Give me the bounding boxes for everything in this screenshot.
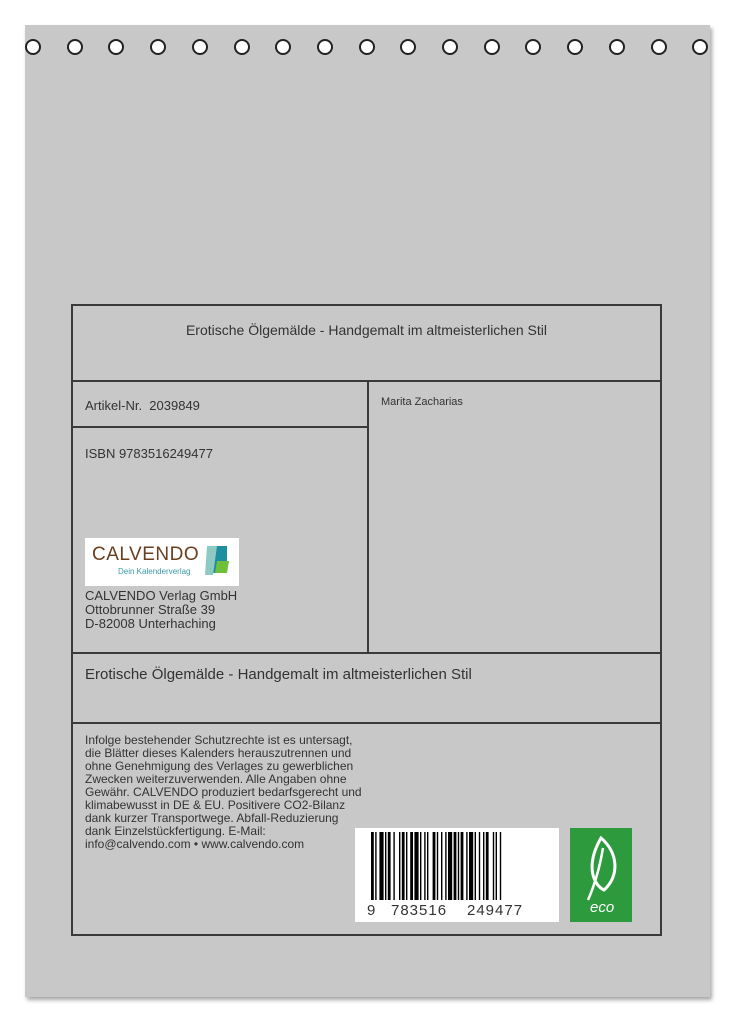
address-line: CALVENDO Verlag GmbH bbox=[85, 588, 238, 603]
barcode-bar bbox=[448, 832, 452, 900]
barcode-bar bbox=[385, 832, 386, 900]
barcode-bar bbox=[393, 832, 394, 900]
address-line: Ottobrunner Straße 39 bbox=[85, 602, 216, 617]
author-box bbox=[367, 380, 662, 654]
barcode-bar bbox=[469, 832, 473, 900]
barcode-bar bbox=[441, 832, 442, 900]
barcode-bar bbox=[420, 832, 421, 900]
eco-badge bbox=[570, 828, 632, 922]
legal-text: Infolge bestehender Schutzrechte ist es untersagt, die Blätter dieses Kalenders herauszutrennen und ohne Genehmigung des Verlages zu gewerblichen Zwecken weiterzuverwenden. Alle Angaben ohne Gewähr. CALVENDO produziert bedarfsgerecht und klimabewusst in DE & EU. Positivere CO2-Bilanz dank kurzer Transportwege. Abfall-Reduzierung dank Einzelstückfertigung. E-Mail: info@calvendo.com • www.calvendo.com bbox=[85, 733, 362, 851]
subtitle-box bbox=[71, 652, 662, 724]
binding-hole bbox=[525, 39, 541, 55]
barcode-bar bbox=[375, 832, 376, 900]
barcode bbox=[355, 828, 559, 922]
barcode-bar bbox=[379, 832, 383, 900]
calendar-title: Erotische Ölgemälde - Handgemalt im altmeisterlichen Stil bbox=[185, 322, 548, 338]
barcode-bar bbox=[496, 832, 497, 900]
calendar-back-page bbox=[25, 25, 710, 997]
barcode-bar bbox=[500, 832, 501, 900]
binding-hole bbox=[234, 39, 250, 55]
barcode-bar bbox=[493, 832, 494, 900]
barcode-bar bbox=[406, 832, 407, 900]
barcode-digits-right: 249477 bbox=[467, 902, 524, 919]
binding-hole bbox=[359, 39, 375, 55]
calendar-title-secondary: Erotische Ölgemälde - Handgemalt im altmeisterlichen Stil bbox=[85, 666, 472, 683]
barcode-bar bbox=[371, 832, 374, 900]
barcode-bar bbox=[461, 832, 464, 900]
binding-hole bbox=[25, 39, 41, 55]
barcode-bar bbox=[437, 832, 438, 900]
barcode-bar bbox=[486, 832, 489, 900]
binding-hole bbox=[567, 39, 583, 55]
binding-hole bbox=[192, 39, 208, 55]
binding-hole bbox=[108, 39, 124, 55]
barcode-bar bbox=[475, 832, 476, 900]
barcode-bar bbox=[410, 832, 413, 900]
barcode-bar bbox=[402, 832, 405, 900]
binding-hole bbox=[651, 39, 667, 55]
barcode-bar bbox=[454, 832, 457, 900]
barcode-bars bbox=[355, 828, 559, 922]
binding-hole bbox=[400, 39, 416, 55]
barcode-bar bbox=[399, 832, 400, 900]
barcode-bar bbox=[427, 832, 428, 900]
binding-hole bbox=[484, 39, 500, 55]
publisher-box bbox=[71, 426, 369, 654]
barcode-bar bbox=[458, 832, 459, 900]
legal-box bbox=[71, 722, 662, 936]
binding-hole bbox=[442, 39, 458, 55]
address-line: D-82008 Unterhaching bbox=[85, 616, 216, 631]
barcode-bar bbox=[445, 832, 446, 900]
barcode-bar bbox=[424, 832, 425, 900]
binding-hole bbox=[67, 39, 83, 55]
eco-label: eco bbox=[590, 899, 615, 916]
logo-tagline: Dein Kalenderverlag bbox=[118, 567, 191, 576]
binding-hole bbox=[317, 39, 333, 55]
barcode-bar bbox=[414, 832, 418, 900]
logo-wordmark: CALVENDO bbox=[92, 544, 200, 565]
barcode-bar bbox=[479, 832, 480, 900]
publisher-address bbox=[85, 589, 237, 631]
article-number: Artikel-Nr. 2039849 bbox=[85, 398, 200, 413]
barcode-bar bbox=[388, 832, 391, 900]
calendar-page-icon bbox=[203, 543, 231, 577]
binding-hole bbox=[150, 39, 166, 55]
barcode-digits-left: 783516 bbox=[391, 902, 448, 919]
calvendo-logo bbox=[85, 538, 239, 586]
barcode-digit-first: 9 bbox=[367, 902, 376, 919]
article-box bbox=[71, 380, 369, 428]
barcode-bar bbox=[466, 832, 467, 900]
barcode-bar bbox=[433, 832, 436, 900]
binding-hole bbox=[692, 39, 708, 55]
barcode-bar bbox=[483, 832, 484, 900]
binding-hole bbox=[275, 39, 291, 55]
isbn: ISBN 9783516249477 bbox=[85, 446, 213, 461]
binding-hole bbox=[609, 39, 625, 55]
author-name: Marita Zacharias bbox=[381, 396, 463, 408]
title-box bbox=[71, 304, 662, 382]
